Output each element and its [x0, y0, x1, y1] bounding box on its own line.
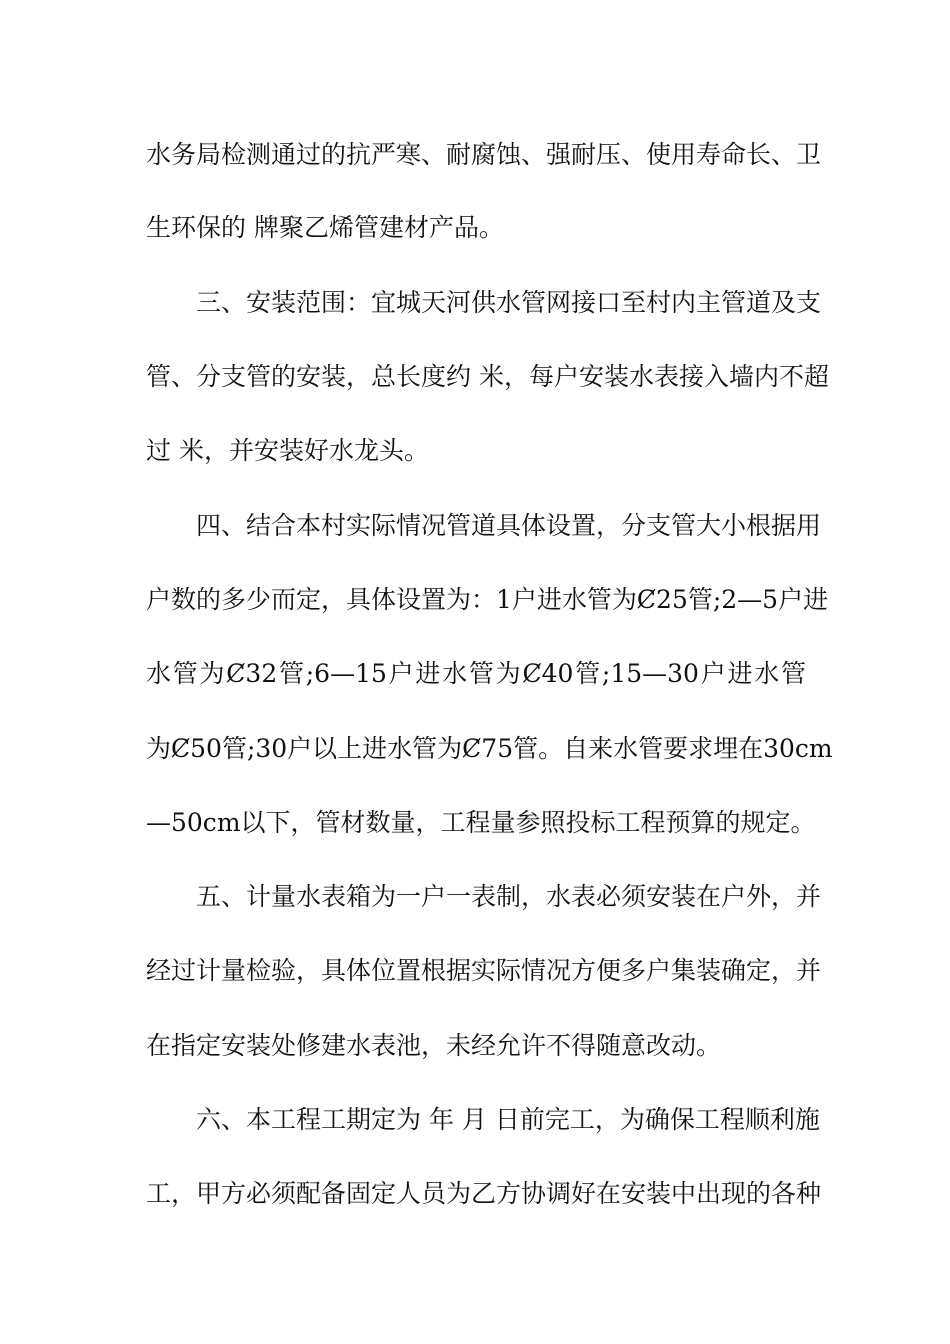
- text-line: 经过计量检验，具体位置根据实际情况方便多户集装确定，并: [146, 956, 822, 985]
- text-line: 户数的多少而定，具体设置为：1户进水管为Ȼ25管;2—5户进: [146, 585, 829, 614]
- text-line: 为Ȼ50管;30户以上进水管为Ȼ75管。自来水管要求埋在30cm: [146, 734, 833, 763]
- text-line: 工，甲方必须配备固定人员为乙方协调好在安装中出现的各种: [146, 1179, 822, 1208]
- text-line: 水管为Ȼ32管;6—15户进水管为Ȼ40管;15—30户进水管: [146, 659, 806, 688]
- paragraph-4-line: 四、结合本村实际情况管道具体设置，分支管大小根据用: [196, 511, 822, 540]
- text-line: —50cm以下，管材数量，工程量参照投标工程预算的规定。: [146, 808, 816, 837]
- text-line: 在指定安装处修建水表池，未经允许不得随意改动。: [146, 1031, 722, 1060]
- text-line: 管、分支管的安装，总长度约 米，每户安装水表接入墙内不超: [146, 362, 829, 391]
- paragraph-5-line: 五、计量水表箱为一户一表制，水表必须安装在户外，并: [196, 882, 822, 911]
- text-line: 过 米，并安装好水龙头。: [146, 436, 429, 465]
- paragraph-6-line: 六、本工程工期定为 年 月 日前完工，为确保工程顺利施: [196, 1105, 820, 1134]
- paragraph-3-line: 三、安装范围：宜城天河供水管网接口至村内主管道及支: [196, 288, 822, 317]
- text-line: 水务局检测通过的抗严寒、耐腐蚀、强耐压、使用寿命长、卫: [146, 140, 822, 169]
- text-line: 生环保的 牌聚乙烯管建材产品。: [146, 213, 504, 242]
